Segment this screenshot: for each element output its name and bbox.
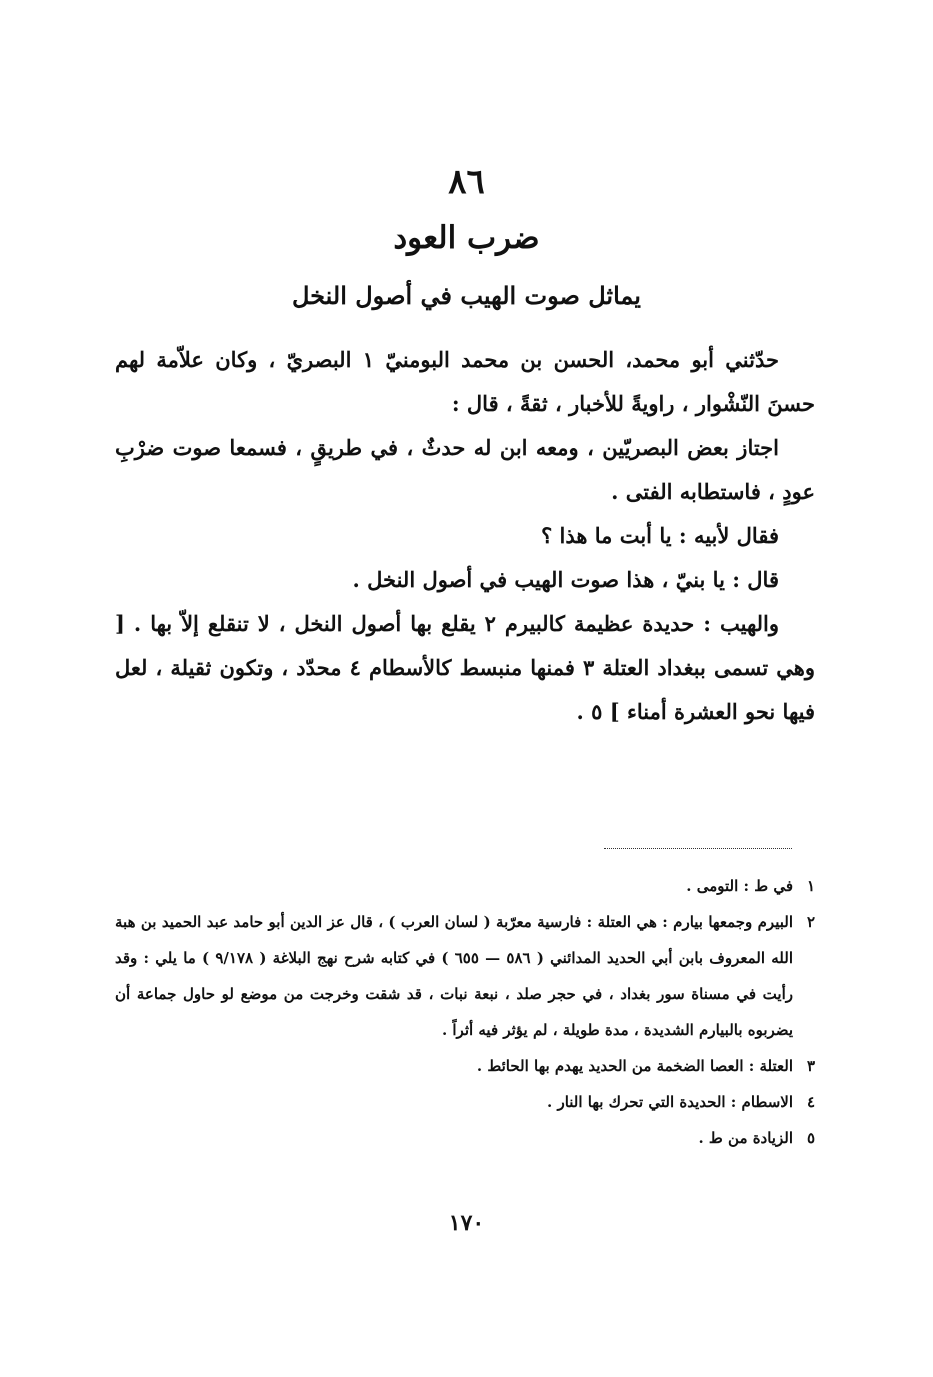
body-text: [115, 338, 815, 734]
footnote-text: العتلة : العصا الضخمة من الحديد يهدم بها الحائط .: [476, 1057, 793, 1075]
footnote-text: البيرم وجمعها بيارم : هي العتلة : فارسية معرّبة ( لسان العرب ) ، قال عز الدين أبو حامد عبد الحميد بن هبة الله المعروف بابن أبي الحديد المدائني ( ٥٨٦ — ٦٥٥ ) في كتابه شرح نهج البلاغة ( ٩/١٧٨ ) ما يلي : وقد رأيت في مسناة سور بغداد ، في حجر صلد ، نبعة نبات ، قد شقت وخرجت من موضع لو حاول جماعة أن يضربوه بالبيارم الشديدة ، مدة طويلة ، لم يؤثر فيه أثراً .: [115, 913, 794, 1039]
footnotes: [115, 868, 815, 1156]
footnote-text: الزيادة من ط .: [698, 1129, 793, 1147]
paragraph: والهيب : حديدة عظيمة كالبيرم ٢ يقلع بها أصول النخل ، لا تنقلع إلاّ بها . [ وهي تسمى ببغداد العتلة ٣ فمنها منبسط كالأسطام ٤ محدّد ، وتكون ثقيلة ، لعل فيها نحو العشرة أمناء ] ٥ .: [115, 611, 816, 724]
footnote-divider: [604, 848, 792, 849]
footnote-number: ٥: [806, 1129, 815, 1147]
footnote: [115, 1120, 815, 1156]
paragraph: قال : يا بنيّ ، هذا صوت الهيب في أصول النخل .: [352, 567, 779, 592]
footnote-number: ٢: [806, 913, 815, 931]
chapter-number: ٨٦: [448, 162, 485, 202]
paragraph: اجتاز بعض البصريّين ، ومعه ابن له حدثٌ ، في طريقٍ ، فسمعا صوت ضرْبِ عودٍ ، فاستطابه الفتى .: [115, 435, 815, 504]
chapter-subtitle: يماثل صوت الهيب في أصول النخل: [292, 281, 641, 310]
footnote-number: ٤: [806, 1093, 815, 1111]
footnote-number: ١: [806, 877, 815, 895]
footnote: [115, 1084, 815, 1120]
paragraph: حدّثني أبو محمد، الحسن بن محمد البومنيّ ١ البصريّ ، وكان علاّمة لهم حسنَ النّشْوار ، راويةً للأخبار ، ثقةً ، قال :: [115, 347, 815, 416]
footnote-text: الاسطام : الحديدة التي تحرك بها النار .: [547, 1093, 793, 1111]
chapter-title: ضرب العود: [393, 220, 540, 256]
footnote: [115, 904, 815, 1048]
paragraph: فقال لأبيه : يا أبت ما هذا ؟: [541, 523, 779, 548]
footnote: [115, 868, 815, 904]
footnote: [115, 1048, 815, 1084]
page-number: ١٧٠: [448, 1210, 485, 1236]
footnote-text: في ط : التومى .: [686, 877, 793, 895]
footnote-number: ٣: [806, 1057, 815, 1075]
